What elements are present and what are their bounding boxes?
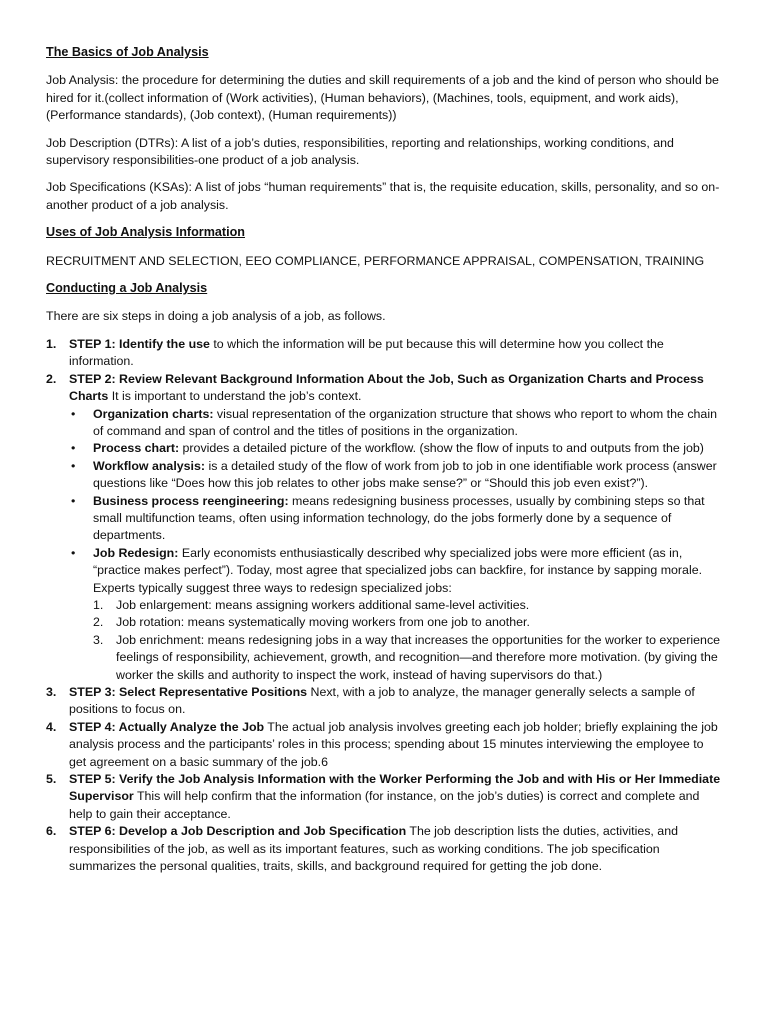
uses-text: RECRUITMENT AND SELECTION, EEO COMPLIANCE, PERFORMANCE APPRAISAL, COMPENSATION, TRAINING — [46, 253, 705, 268]
conducting-heading: Conducting a Job Analysis — [46, 281, 208, 296]
basics-heading: The Basics of Job Analysis — [46, 45, 209, 59]
step-item — [46, 336, 722, 371]
steps-list — [46, 336, 722, 876]
step-item — [46, 823, 722, 875]
step-title: STEP 1: Identify the use — [69, 336, 210, 351]
step-text: This will help confirm that the information (for instance, on the job’s duties) is correct and complete and help to gain their acceptance. — [69, 789, 700, 821]
bullet-icon: • — [71, 493, 76, 508]
step2-bullet-list — [69, 406, 722, 685]
redesign-item — [93, 632, 722, 684]
step-number: 1. — [46, 336, 57, 351]
step-text: Next, with a job to analyze, the manager generally selects a sample of positions to focus on. — [69, 685, 695, 717]
step-number: 2. — [46, 371, 57, 386]
bullet-term: Business process reengineering: — [93, 493, 289, 508]
step-title: STEP 3: Select Representative Positions — [69, 685, 308, 699]
step-number: 3. — [46, 685, 57, 699]
bullet-item — [69, 458, 722, 493]
bullet-icon: • — [71, 441, 76, 456]
steps-intro: There are six steps in doing a job analysis of a job, as follows. — [46, 309, 386, 324]
step-item — [46, 771, 722, 823]
redesign-list — [93, 597, 722, 684]
step-text: The job description lists the duties, activities, and responsibilities of the job, as well as its important features, such as working conditions. The job specification summarizes the personal qualities, traits, skills, and background required for getting the job done. — [69, 824, 678, 874]
redesign-text: Job enrichment: means redesigning jobs in a way that increases the opportunities for the worker to experience feelings of responsibility, achievement, growth, and recognition—and therefore more motivation. (by giving the worker the skills and authority to inspect the work, instead of having supervisors do that.) — [116, 632, 721, 682]
bullet-icon: • — [71, 406, 76, 421]
redesign-number: 3. — [93, 632, 104, 647]
bullet-text: means redesigning business processes, usually by combining steps so that small multifunction teams, often using information technology, do the jobs formerly done by a sequence of departments. — [93, 493, 705, 543]
bullet-term: Job Redesign: — [93, 545, 179, 560]
bullet-item — [69, 545, 722, 684]
redesign-item — [93, 614, 722, 631]
bullet-icon: • — [71, 545, 76, 560]
bullet-term: Process chart: — [93, 441, 180, 456]
step-title: STEP 4: Actually Analyze the Job — [69, 719, 265, 734]
bullet-item — [69, 406, 722, 441]
step-title: STEP 6: Develop a Job Description and Job Specification — [69, 824, 407, 839]
step-item — [46, 371, 722, 684]
bullet-term: Workflow analysis: — [93, 458, 206, 473]
step-text: The actual job analysis involves greeting each job holder; briefly explaining the job analysis process and the participants’ roles in this process; spending about 15 minutes interviewing the employee to get agreement on a basic summary of the job.6 — [69, 719, 718, 769]
bullet-item — [69, 440, 722, 457]
job-specifications-definition: Job Specifications (KSAs): A list of jobs “human requirements” that is, the requisite education, skills, personality, and so on-another product of a job analysis. — [46, 180, 720, 212]
redesign-number: 1. — [93, 597, 104, 612]
bullet-term: Organization charts: — [93, 406, 214, 421]
step-title: STEP 5: Verify the Job Analysis Information with the Worker Performing the Job and with His or Her Immediate Supervisor — [69, 772, 721, 804]
step-text: to which the information will be put because this will determine how you collect the information. — [69, 336, 664, 369]
bullet-item — [69, 493, 722, 545]
uses-heading: Uses of Job Analysis Information — [46, 225, 245, 240]
bullet-icon: • — [71, 458, 76, 473]
step-number: 4. — [46, 719, 57, 734]
bullet-text: provides a detailed picture of the workflow. (show the flow of inputs to and outputs from the job) — [179, 441, 704, 456]
redesign-item — [93, 597, 722, 614]
step-item — [46, 719, 722, 771]
step-number: 6. — [46, 824, 57, 839]
bullet-text: is a detailed study of the flow of work from job to job in one identifiable work process (answer questions like “Does how this job relates to other jobs make sense?” or “Should this job even exist?”). — [93, 458, 717, 491]
step-title: STEP 2: Review Relevant Background Information About the Job, Such as Organization Charts and Process Charts — [69, 371, 704, 404]
step-text: It is important to understand the job’s context. — [108, 389, 362, 404]
redesign-number: 2. — [93, 615, 104, 630]
bullet-text: Early economists enthusiastically described why specialized jobs were more efficient (as in, “practice makes perfect”). Today, most agree that specialized jobs can backfire, for instance by sapping morale. Experts typically suggest three ways to redesign specialized jobs: — [93, 545, 703, 595]
redesign-text: Job enlargement: means assigning workers additional same-level activities. — [116, 597, 530, 612]
redesign-text: Job rotation: means systematically moving workers from one job to another. — [116, 615, 530, 630]
job-description-definition: Job Description (DTRs): A list of a job’s duties, responsibilities, reporting and relationships, working conditions, and supervisory responsibilities-one product of a job analysis. — [46, 135, 674, 168]
bullet-text: visual representation of the organization structure that shows who report to whom the chain of command and span of control and the titles of positions in the organization. — [93, 406, 717, 438]
step-number: 5. — [46, 772, 57, 787]
step-item — [46, 684, 722, 719]
job-analysis-definition: Job Analysis: the procedure for determining the duties and skill requirements of a job and the kind of person who should be hired for it.(collect information of (Work activities), (Human behaviors), (Machines, tools, equipment, and work aids), (Performance standards), (Job context), (Human requirements)) — [46, 73, 719, 123]
